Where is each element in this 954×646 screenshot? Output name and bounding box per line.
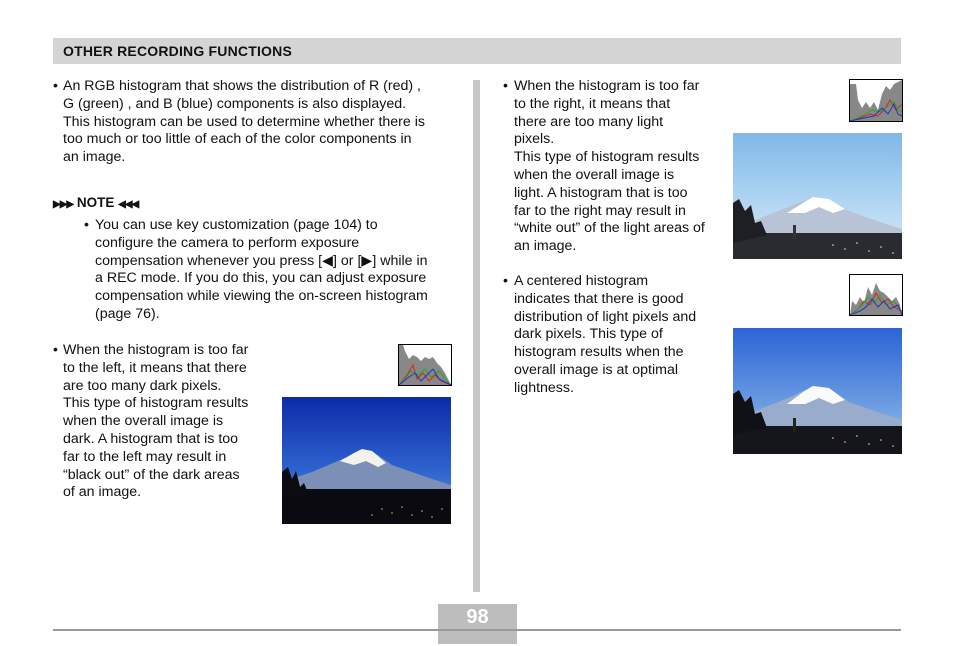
dark-line: of an image. xyxy=(63,484,142,501)
dark-histogram-image xyxy=(398,344,452,386)
intro-line: too much or too little of each of the color components in xyxy=(63,131,412,148)
intro-paragraph xyxy=(63,78,463,167)
section-title: OTHER RECORDING FUNCTIONS xyxy=(63,43,292,59)
note-bullet: • xyxy=(84,217,89,233)
center-line: overall image is at optimal xyxy=(514,361,679,378)
dark-line: dark. A histogram that is too xyxy=(63,430,239,447)
intro-bullet: • xyxy=(53,78,58,94)
light-line: light. A histogram that is too xyxy=(514,184,688,201)
light-bullet: • xyxy=(503,78,508,94)
center-line: dark pixels. This type of xyxy=(514,326,663,343)
note-line: compensation whenever you press [◀] or [▶] while in xyxy=(95,252,428,269)
dark-mountain-photo xyxy=(282,397,451,524)
center-line: lightness. xyxy=(514,379,574,396)
dark-line: to the left, it means that there xyxy=(63,359,247,376)
footer-rule xyxy=(53,629,901,631)
light-line: there are too many light xyxy=(514,113,664,130)
centered-histogram-image xyxy=(849,274,903,316)
center-line: distribution of light pixels and xyxy=(514,308,697,325)
section-header xyxy=(53,38,901,64)
light-line: to the right, it means that xyxy=(514,95,671,112)
page-number-box-lower xyxy=(438,631,517,644)
note-line: configure the camera to perform exposure xyxy=(95,234,360,251)
light-line: an image. xyxy=(514,238,577,255)
dark-line: are too many dark pixels. xyxy=(63,377,222,394)
light-line: This type of histogram results xyxy=(514,149,700,166)
note-line: (page 76). xyxy=(95,305,160,322)
light-line: far to the right may result in xyxy=(514,202,686,219)
intro-line: An RGB histogram that shows the distribution of R (red) , xyxy=(63,78,421,94)
note-right-arrows-icon: ◀◀◀ xyxy=(118,199,139,210)
light-line: when the overall image is xyxy=(514,166,675,183)
note-line: a REC mode. If you do this, you can adjust exposure xyxy=(95,270,427,287)
light-paragraph xyxy=(514,78,729,256)
center-bullet: • xyxy=(503,273,508,289)
column-divider xyxy=(473,80,480,592)
light-line: When the histogram is too far xyxy=(514,78,700,94)
dark-line: “black out” of the dark areas xyxy=(63,466,240,483)
note-line: You can use key customization (page 104) to xyxy=(95,217,378,233)
intro-line: G (green) , and B (blue) components is also displayed. xyxy=(63,95,407,112)
light-line: “white out” of the light areas of xyxy=(514,220,705,237)
note-heading xyxy=(53,195,138,210)
intro-line: This histogram can be used to determine whether there is xyxy=(63,113,425,130)
note-label: NOTE xyxy=(76,195,115,210)
light-line: pixels. xyxy=(514,131,555,148)
center-line: indicates that there is good xyxy=(514,290,684,307)
light-histogram-image xyxy=(849,79,903,122)
note-paragraph xyxy=(95,217,465,324)
dark-line: When the histogram is too far xyxy=(63,342,249,358)
light-mountain-photo xyxy=(733,133,902,259)
center-paragraph xyxy=(514,273,729,398)
center-line: histogram results when the xyxy=(514,344,684,361)
dark-line: This type of histogram results xyxy=(63,395,249,412)
intro-line: an image. xyxy=(63,149,126,166)
dark-line: far to the left may result in xyxy=(63,448,227,465)
note-left-arrows-icon: ▶▶▶ xyxy=(53,199,74,210)
dark-paragraph xyxy=(63,342,278,502)
note-line: compensation while viewing the on-screen histogram xyxy=(95,288,428,305)
dark-line: when the overall image is xyxy=(63,413,224,430)
page-number: 98 xyxy=(466,606,489,628)
centered-mountain-photo xyxy=(733,328,902,454)
dark-bullet: • xyxy=(53,342,58,358)
center-line: A centered histogram xyxy=(514,273,649,289)
